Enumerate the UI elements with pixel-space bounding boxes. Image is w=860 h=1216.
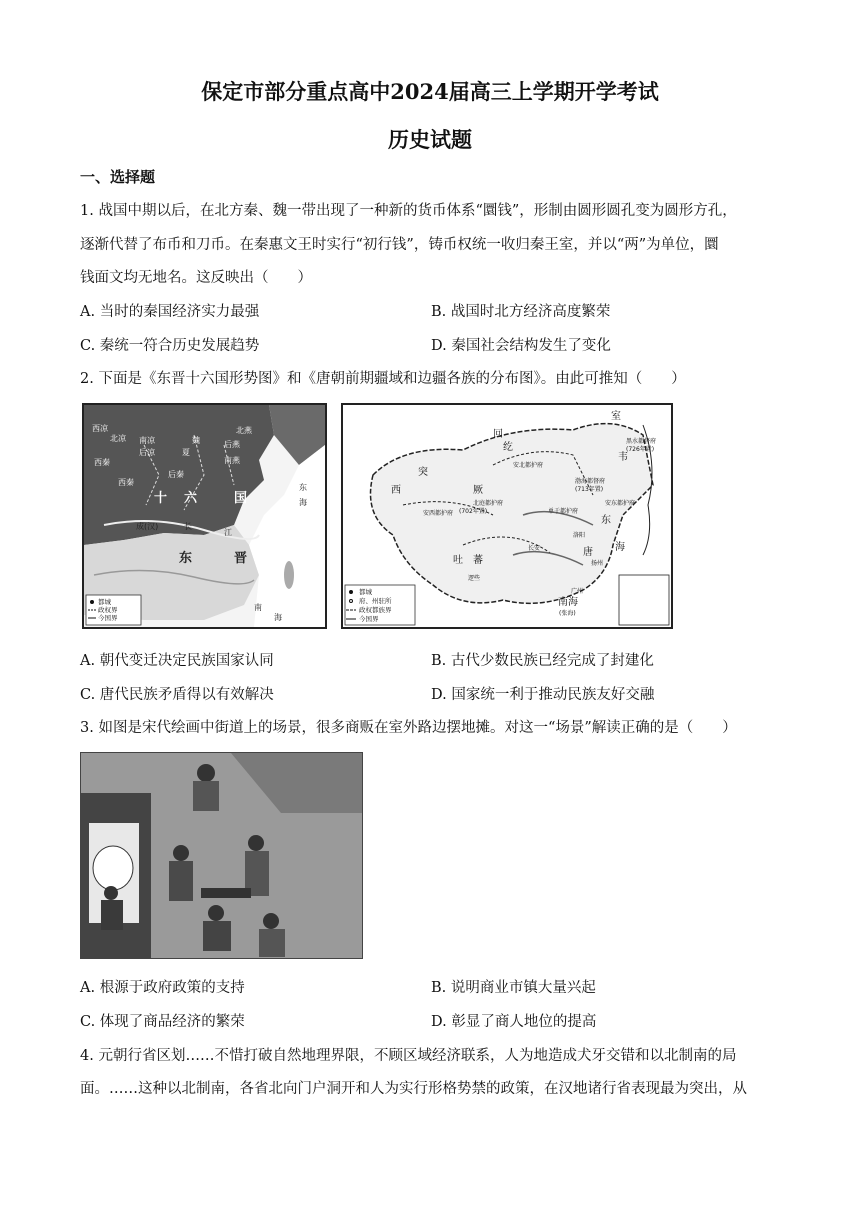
- map1-label: 东: [179, 551, 193, 566]
- map1-label: 南燕: [224, 456, 240, 465]
- map1-label: 海: [299, 498, 307, 507]
- map2-label: 厥: [473, 485, 483, 496]
- q3-option-d[interactable]: D. 彰显了商人地位的提高: [431, 1014, 597, 1030]
- q2-option-d[interactable]: D. 国家统一利于推动民族友好交融: [431, 687, 655, 703]
- map1-label: 后秦: [168, 470, 184, 479]
- map1-label: 后燕: [224, 440, 240, 449]
- map2-label: (713年置): [575, 486, 604, 493]
- map1-label: 西凉: [92, 424, 108, 433]
- map1-label: 晋: [234, 551, 248, 566]
- map2-label: 突: [418, 467, 428, 478]
- map2-label: 北庭都护府: [473, 500, 504, 507]
- map2-label: 唐: [583, 547, 593, 558]
- q1-line-2: 逐渐代替了布币和刀币。在秦惠文王时实行“初行钱”，铸币权统一收归秦王室，并以“两”为单位，圜: [80, 237, 719, 253]
- map2-label: 海: [615, 542, 625, 553]
- map2-label: (张海): [559, 610, 576, 617]
- map1-label: 十: [154, 491, 168, 506]
- map2-label: 扬州: [591, 560, 604, 567]
- map2-label: (702年置): [459, 508, 488, 515]
- map2-legend: 今国界: [359, 615, 379, 623]
- map2-label: 蕃: [473, 555, 483, 566]
- map1-label: 成(汉): [136, 522, 159, 531]
- q2-option-a[interactable]: A. 朝代变迁决定民族国家认同: [80, 653, 274, 669]
- map2-label: 安北都护府: [513, 462, 544, 469]
- map1-label: 北凉: [110, 434, 126, 443]
- map2-label: 单于都护府: [548, 508, 579, 515]
- map1-label: 六: [184, 491, 198, 506]
- map2-label: (726年置): [626, 446, 655, 453]
- q2-option-c[interactable]: C. 唐代民族矛盾得以有效解决: [80, 687, 274, 703]
- map1-label: 海: [274, 613, 282, 622]
- q3-option-b[interactable]: B. 说明商业市镇大量兴起: [431, 980, 596, 996]
- q1-option-c[interactable]: C. 秦统一符合历史发展趋势: [80, 338, 260, 354]
- map-eastern-jin-sixteen-kingdoms: [82, 403, 327, 629]
- map2-legend: 府、州驻所: [359, 597, 392, 605]
- q1-option-d[interactable]: D. 秦国社会结构发生了变化: [431, 338, 611, 354]
- map2-label: 东: [601, 515, 611, 526]
- q2-stem: 2. 下面是《东晋十六国形势图》和《唐朝前期疆域和边疆各族的分布图》。由此可推知（ ）: [80, 371, 686, 387]
- map2-label: 黑水都督府: [626, 438, 657, 445]
- map1-legend: 政权界: [98, 606, 118, 614]
- q1-line-1: 1. 战国中期以后，在北方秦、魏一带出现了一种新的货币体系“圜钱”，形制由圆形圆孔变为圆形方孔，: [80, 203, 737, 219]
- map2-label: 逻些: [468, 575, 481, 582]
- map2-label: 南海: [558, 597, 578, 608]
- q1-option-b[interactable]: B. 战国时北方经济高度繁荣: [431, 304, 611, 320]
- map2-legend: 政权都族界: [359, 606, 392, 614]
- map2-label: 西: [391, 485, 401, 496]
- map2-label: 吐: [453, 555, 463, 566]
- map1-label: 西秦: [94, 458, 110, 467]
- map1-legend: 今国界: [98, 614, 118, 622]
- page-title: 保定市部分重点高中2024届高三上学期开学考试: [201, 79, 659, 104]
- q3-option-a[interactable]: A. 根源于政府政策的支持: [80, 980, 245, 996]
- map2-label: 广州: [571, 588, 584, 595]
- map1-label: 国: [234, 491, 248, 506]
- map1-legend: 都城: [98, 598, 111, 606]
- map2-label: 洛阳: [573, 532, 586, 539]
- q2-option-b[interactable]: B. 古代少数民族已经完成了封建化: [431, 653, 654, 669]
- map2-label: 回: [493, 429, 503, 440]
- map1-label: 江: [224, 528, 232, 537]
- map1-label: 夏: [182, 448, 190, 457]
- map1-label: 魏: [192, 436, 200, 445]
- map1-label: 北燕: [236, 426, 252, 435]
- map2-label: 安东都护府: [605, 500, 636, 507]
- q1-option-a[interactable]: A. 当时的秦国经济实力最强: [80, 304, 260, 320]
- map2-label: 室: [611, 411, 621, 422]
- q4-line-2: 面。……这种以北制南，各省北向门户洞开和人为实行形格势禁的政策，在汉地诸行省表现最为突出，从: [80, 1081, 747, 1097]
- map2-label: 韦: [618, 452, 628, 463]
- q4-line-1: 4. 元朝行省区划……不惜打破自然地理界限，不顾区域经济联系，人为地造成犬牙交错和以北制南的局: [80, 1048, 737, 1064]
- section-heading: 一、选择题: [80, 168, 156, 186]
- q3-stem: 3. 如图是宋代绘画中街道上的场景，很多商贩在室外路边摆地摊。对这一“场景”解读正确的是（ ）: [80, 720, 737, 736]
- map1-label: 南: [254, 603, 262, 612]
- map2-label: 渤海都督府: [575, 478, 606, 485]
- map1-label: 东: [299, 483, 307, 492]
- map2-label: 安西都护府: [423, 510, 454, 517]
- q3-option-c[interactable]: C. 体现了商品经济的繁荣: [80, 1014, 245, 1030]
- q1-line-3: 钱面文均无地名。这反映出（ ）: [80, 270, 312, 286]
- map-early-tang-territory: [341, 403, 673, 629]
- map1-label: 西秦: [118, 478, 134, 487]
- page-subtitle: 历史试题: [388, 127, 472, 152]
- map1-label: 长: [184, 522, 192, 531]
- map2-legend: 都城: [359, 588, 372, 596]
- map2-label: 纥: [503, 442, 513, 453]
- map1-label: 后凉: [139, 448, 155, 457]
- song-street-painting: [80, 752, 363, 959]
- map2-label: 长安: [528, 545, 541, 552]
- map1-label: 南凉: [139, 436, 155, 445]
